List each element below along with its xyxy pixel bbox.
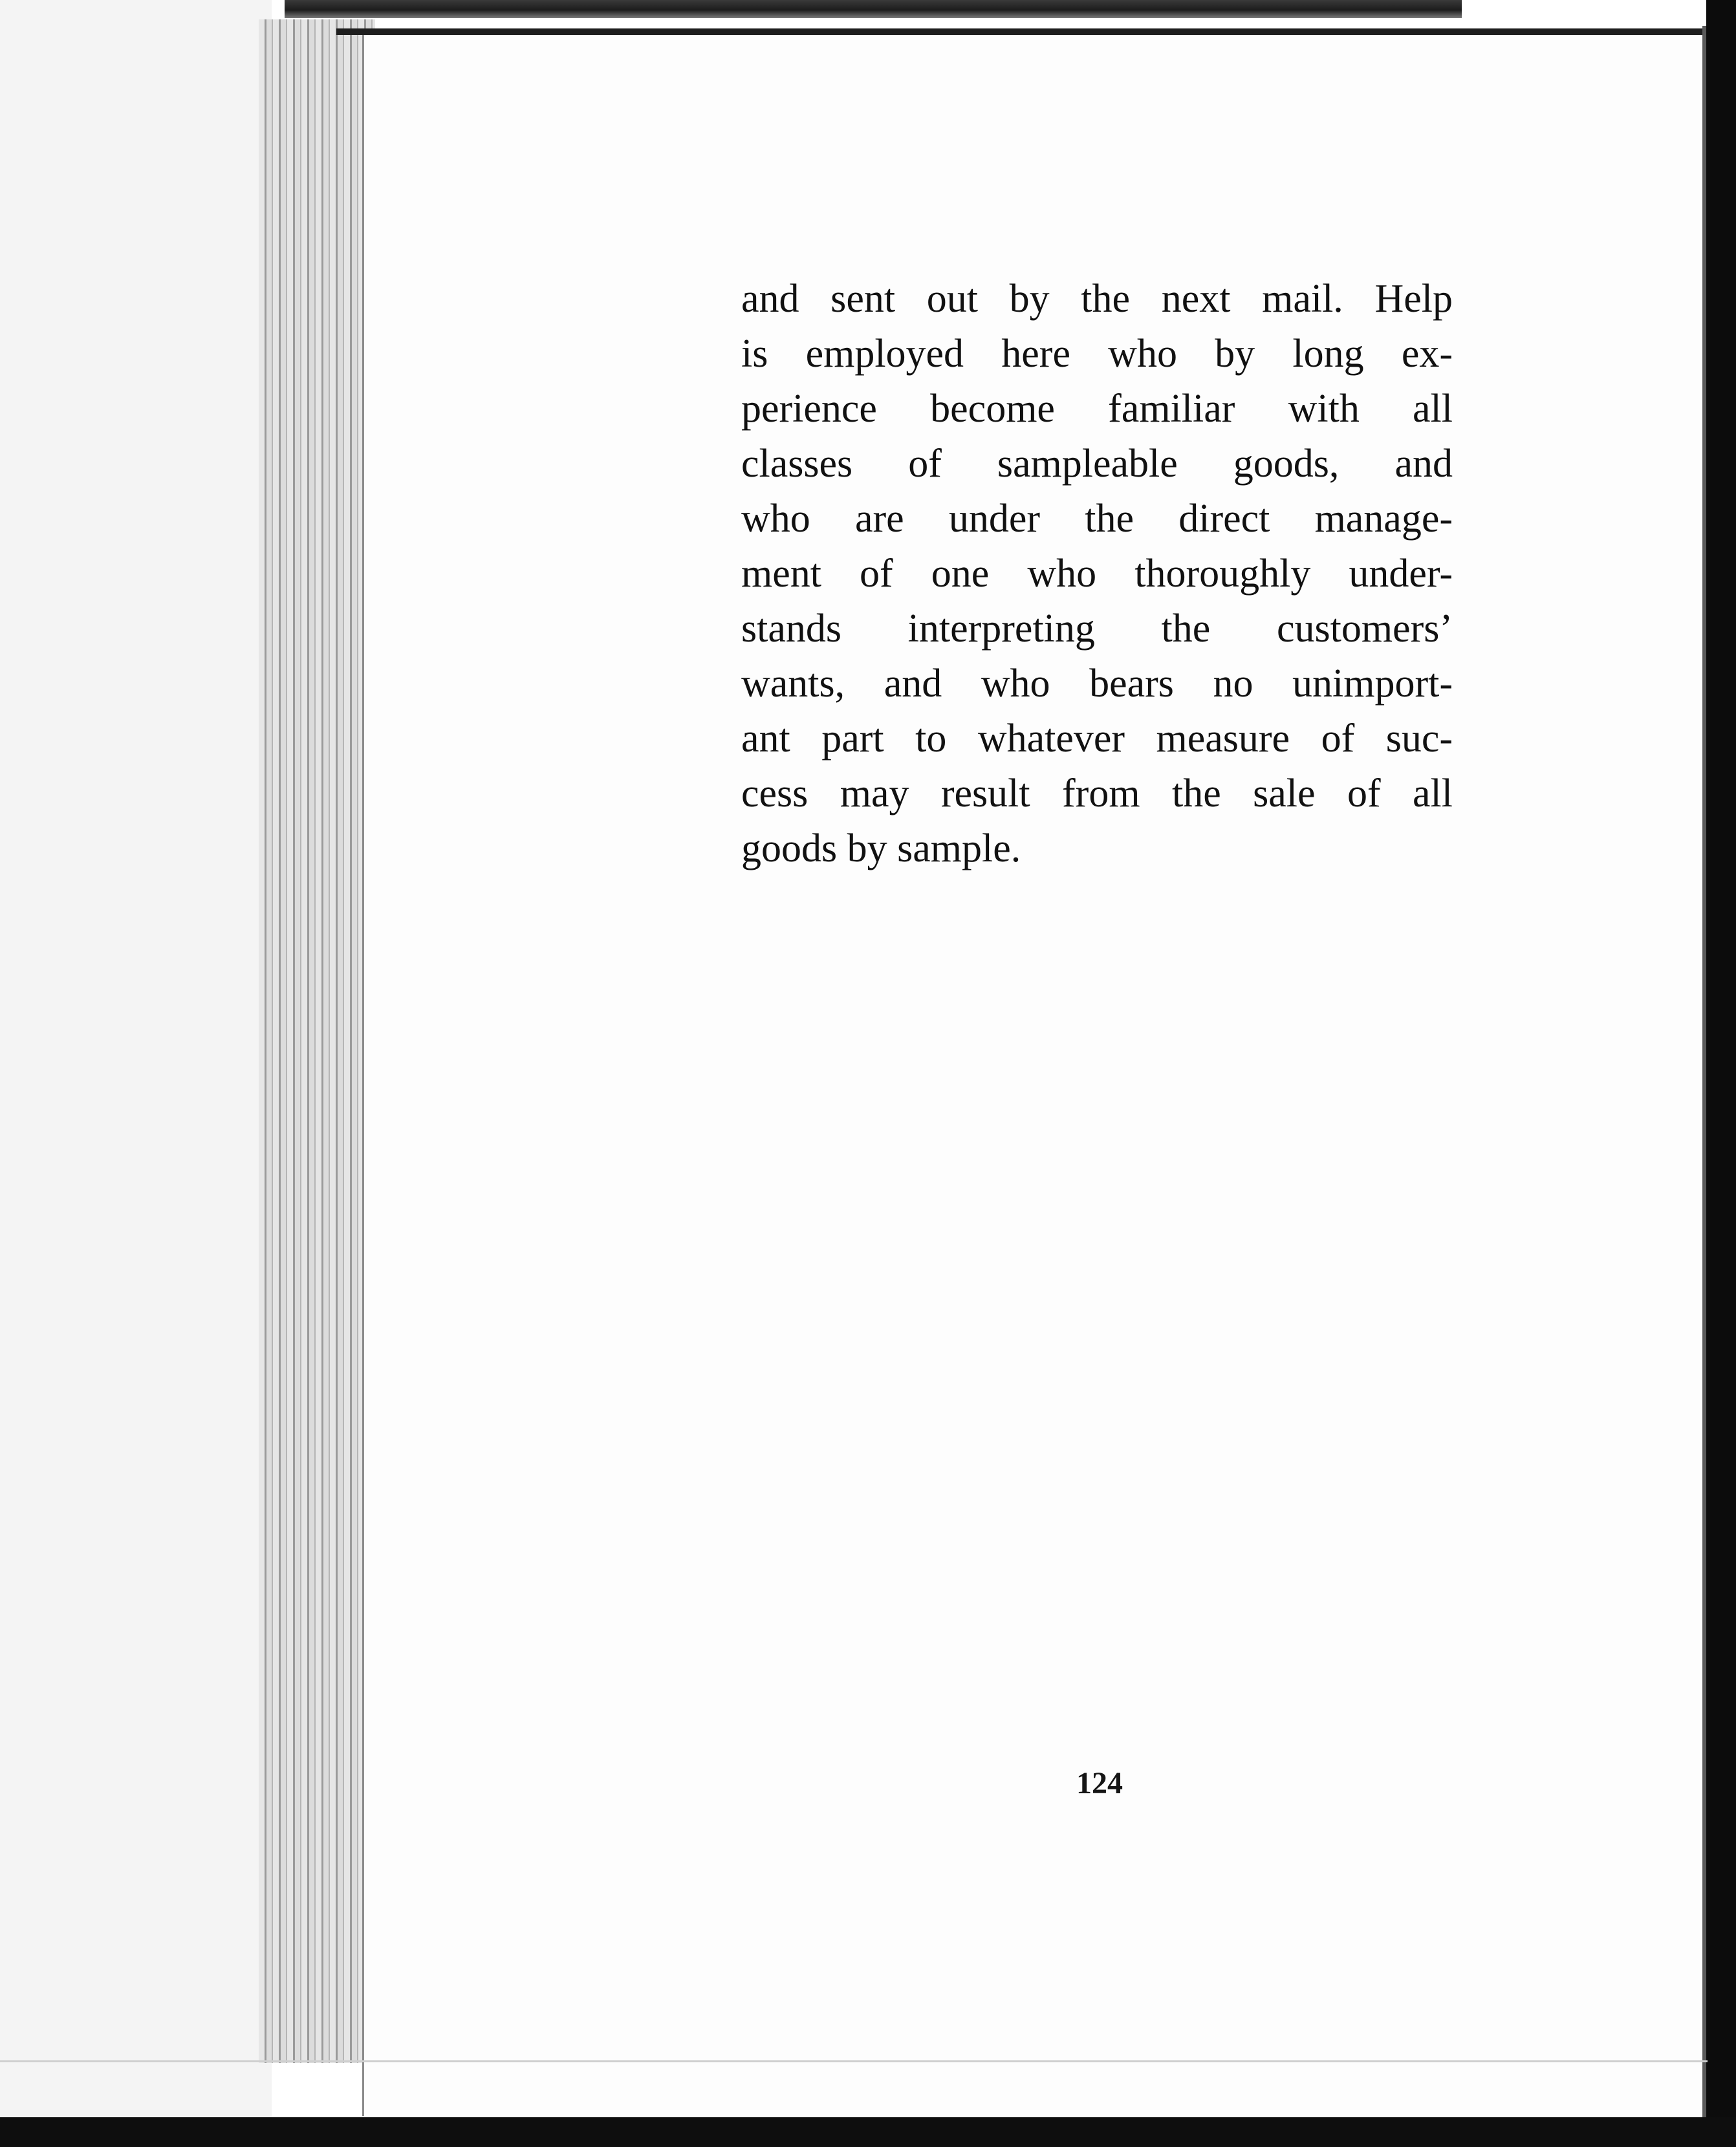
text-line: is employed here who by long ex- <box>741 332 1453 376</box>
scan-bottom-line <box>0 2060 1708 2062</box>
text-line: ant part to whatever measure of suc- <box>741 717 1453 761</box>
scan-bottom-border <box>0 2117 1736 2147</box>
page-top-edge <box>336 28 1708 35</box>
book-page-edges <box>259 19 375 2063</box>
scan-top-border <box>285 0 1462 18</box>
page-number: 124 <box>1076 1766 1123 1800</box>
text-line: stands interpreting the customers’ <box>741 607 1453 651</box>
text-line: ment of one who thoroughly under- <box>741 552 1453 596</box>
text-line: perience become familiar with all <box>741 387 1453 431</box>
text-line: wants, and who bears no unimport- <box>741 662 1453 706</box>
text-line: classes of sampleable goods, and <box>741 442 1453 486</box>
text-line: who are under the direct manage- <box>741 497 1453 541</box>
text-line: cess may result from the sale of all <box>741 771 1453 815</box>
text-line: and sent out by the next mail. Help <box>741 277 1453 321</box>
scan-right-border <box>1706 0 1736 2147</box>
scan-left-margin <box>0 0 272 2147</box>
text-line: goods by sample. <box>741 826 1021 870</box>
body-text <box>741 272 1453 876</box>
